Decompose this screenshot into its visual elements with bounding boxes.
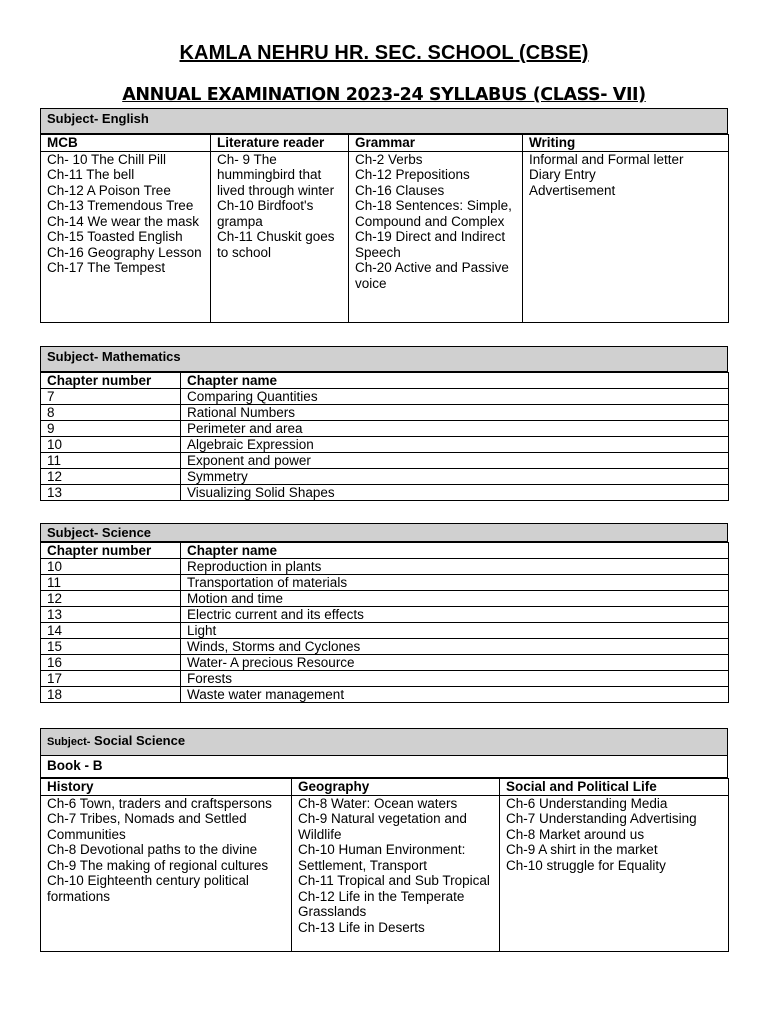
chapter-name: Exponent and power: [181, 453, 729, 469]
table-row: [41, 623, 729, 639]
chapter-number-header: Chapter number: [41, 543, 181, 559]
english-subject-bar: Subject- English: [40, 108, 728, 134]
list-item: Ch-10 Human Environment: Settlement, Transport: [298, 842, 466, 873]
table-row: [41, 607, 729, 623]
list-item: Diary Entry: [529, 167, 596, 182]
list-item: Ch-8 Devotional paths to the divine: [47, 842, 258, 857]
list-item: Ch-7 Understanding Advertising: [506, 811, 697, 826]
english-header-row: [41, 135, 729, 152]
list-item: Advertisement: [529, 182, 616, 198]
mathematics-table: [40, 372, 729, 501]
social-content-row: [41, 795, 729, 951]
list-item: Informal and Formal letter: [529, 151, 684, 167]
mathematics-subject-bar: Subject- Mathematics: [40, 346, 728, 372]
list-item: Ch-6 Understanding Media: [506, 795, 668, 811]
list-item: Ch-14 We wear the mask: [47, 213, 200, 229]
table-row: [41, 655, 729, 671]
chapter-number: 12: [41, 469, 181, 485]
list-item: Ch-8 Market around us: [506, 826, 645, 842]
geography-header: Geography: [292, 779, 500, 796]
list-item: Ch-11 Chuskit goes to school: [217, 229, 335, 260]
list-item: Ch-18 Sentences: Simple, Compound and Complex: [355, 198, 512, 229]
chapter-number: 14: [41, 623, 181, 639]
science-section: [40, 523, 728, 705]
english-writing-cell: [523, 151, 729, 322]
chapter-name: Electric current and its effects: [181, 607, 729, 623]
chapter-name: Rational Numbers: [181, 405, 729, 421]
list-item: Ch-9 A shirt in the market: [506, 842, 658, 857]
table-row: [41, 485, 729, 501]
chapter-number: 13: [41, 607, 181, 623]
list-item: Ch-7 Tribes, Nomads and Settled Communities: [47, 811, 247, 842]
english-col-header: Literature reader: [211, 135, 349, 152]
english-mcb-cell: [41, 151, 211, 322]
list-item: Ch-6 Town, traders and craftspersons: [47, 795, 272, 811]
subject-prefix: Subject-: [47, 736, 91, 748]
list-item: Ch-13 Life in Deserts: [298, 919, 425, 935]
table-row: [41, 389, 729, 405]
spl-header: Social and Political Life: [500, 779, 729, 796]
list-item: Ch-10 struggle for Equality: [506, 857, 666, 873]
list-item: Ch-20 Active and Passive voice: [355, 260, 509, 291]
table-row: [41, 575, 729, 591]
list-item: Ch-10 Eighteenth century political formations: [47, 873, 249, 904]
chapter-number: 9: [41, 421, 181, 437]
history-header: History: [41, 779, 292, 796]
list-item: Ch-11 The bell: [47, 167, 135, 182]
list-item: Ch- 10 The Chill Pill: [47, 151, 167, 167]
chapter-number: 11: [41, 453, 181, 469]
chapter-name-header: Chapter name: [181, 543, 729, 559]
chapter-number: 10: [41, 437, 181, 453]
list-item: Ch-9 The making of regional cultures: [47, 857, 269, 873]
list-item: Ch- 9 The hummingbird that lived through winter: [217, 151, 335, 198]
table-row: [41, 639, 729, 655]
chapter-number: 16: [41, 655, 181, 671]
chapter-name: Transportation of materials: [181, 575, 729, 591]
subject-name: Social Science: [94, 733, 186, 748]
english-table: [40, 134, 729, 323]
chapter-number: 7: [41, 389, 181, 405]
english-grammar-cell: [349, 151, 523, 322]
chapter-number: 12: [41, 591, 181, 607]
chapter-name: Symmetry: [181, 469, 729, 485]
history-cell: [41, 795, 292, 951]
chapter-name: Perimeter and area: [181, 421, 729, 437]
social-subject-bar: [40, 728, 728, 756]
table-row: [41, 687, 729, 703]
table-row: [41, 671, 729, 687]
chapter-name: Algebraic Expression: [181, 437, 729, 453]
chapter-name: Water- A precious Resource: [181, 655, 729, 671]
chapter-number: 10: [41, 559, 181, 575]
table-row: [41, 469, 729, 485]
list-item: Ch-12 Prepositions: [355, 167, 470, 182]
social-science-section: [40, 728, 728, 953]
chapter-name: Winds, Storms and Cyclones: [181, 639, 729, 655]
chapter-number: 13: [41, 485, 181, 501]
social-table: [40, 778, 729, 952]
chapter-name: Reproduction in plants: [181, 559, 729, 575]
english-literature-cell: [211, 151, 349, 322]
chapter-name-header: Chapter name: [181, 373, 729, 389]
table-row: [41, 437, 729, 453]
chapter-name: Light: [181, 623, 729, 639]
table-row: [41, 405, 729, 421]
list-item: Ch-15 Toasted English: [47, 229, 183, 244]
list-item: Ch-11 Tropical and Sub Tropical: [298, 873, 490, 888]
chapter-number: 18: [41, 687, 181, 703]
chapter-number: 8: [41, 405, 181, 421]
list-item: Ch-16 Geography Lesson: [47, 244, 202, 260]
table-header-row: [41, 373, 729, 389]
list-item: Ch-12 A Poison Tree: [47, 182, 171, 198]
list-item: Ch-19 Direct and Indirect Speech: [355, 229, 506, 260]
school-title: KAMLA NEHRU HR. SEC. SCHOOL (CBSE): [179, 42, 589, 64]
book-label: Book - B: [40, 756, 728, 778]
english-section: [40, 108, 728, 322]
table-row: [41, 453, 729, 469]
chapter-name: Waste water management: [181, 687, 729, 703]
mathematics-section: [40, 346, 728, 502]
english-content-row: [41, 151, 729, 322]
list-item: Ch-16 Clauses: [355, 182, 445, 198]
chapter-name: Motion and time: [181, 591, 729, 607]
list-item: Ch-10 Birdfoot's grampa: [217, 198, 314, 229]
chapter-number-header: Chapter number: [41, 373, 181, 389]
list-item: Ch-12 Life in the Temperate Grasslands: [298, 888, 465, 919]
list-item: Ch-17 The Tempest: [47, 260, 166, 275]
spl-cell: [500, 795, 729, 951]
chapter-name: Forests: [181, 671, 729, 687]
list-item: Ch-13 Tremendous Tree: [47, 198, 194, 213]
chapter-number: 15: [41, 639, 181, 655]
table-row: [41, 421, 729, 437]
exam-title: ANNUAL EXAMINATION 2023-24 SYLLABUS (CLASS- VII): [122, 85, 646, 105]
table-header-row: [41, 543, 729, 559]
table-row: [41, 591, 729, 607]
chapter-number: 17: [41, 671, 181, 687]
table-row: [41, 559, 729, 575]
science-table: [40, 542, 729, 703]
list-item: Ch-2 Verbs: [355, 151, 423, 167]
chapter-number: 11: [41, 575, 181, 591]
social-header-row: [41, 779, 729, 796]
chapter-name: Comparing Quantities: [181, 389, 729, 405]
chapter-name: Visualizing Solid Shapes: [181, 485, 729, 501]
english-col-header: Writing: [523, 135, 729, 152]
science-subject-bar: Subject- Science: [40, 523, 728, 542]
geography-cell: [292, 795, 500, 951]
list-item: Ch-9 Natural vegetation and Wildlife: [298, 811, 467, 842]
list-item: Ch-8 Water: Ocean waters: [298, 795, 458, 811]
english-col-header: MCB: [41, 135, 211, 152]
english-col-header: Grammar: [349, 135, 523, 152]
